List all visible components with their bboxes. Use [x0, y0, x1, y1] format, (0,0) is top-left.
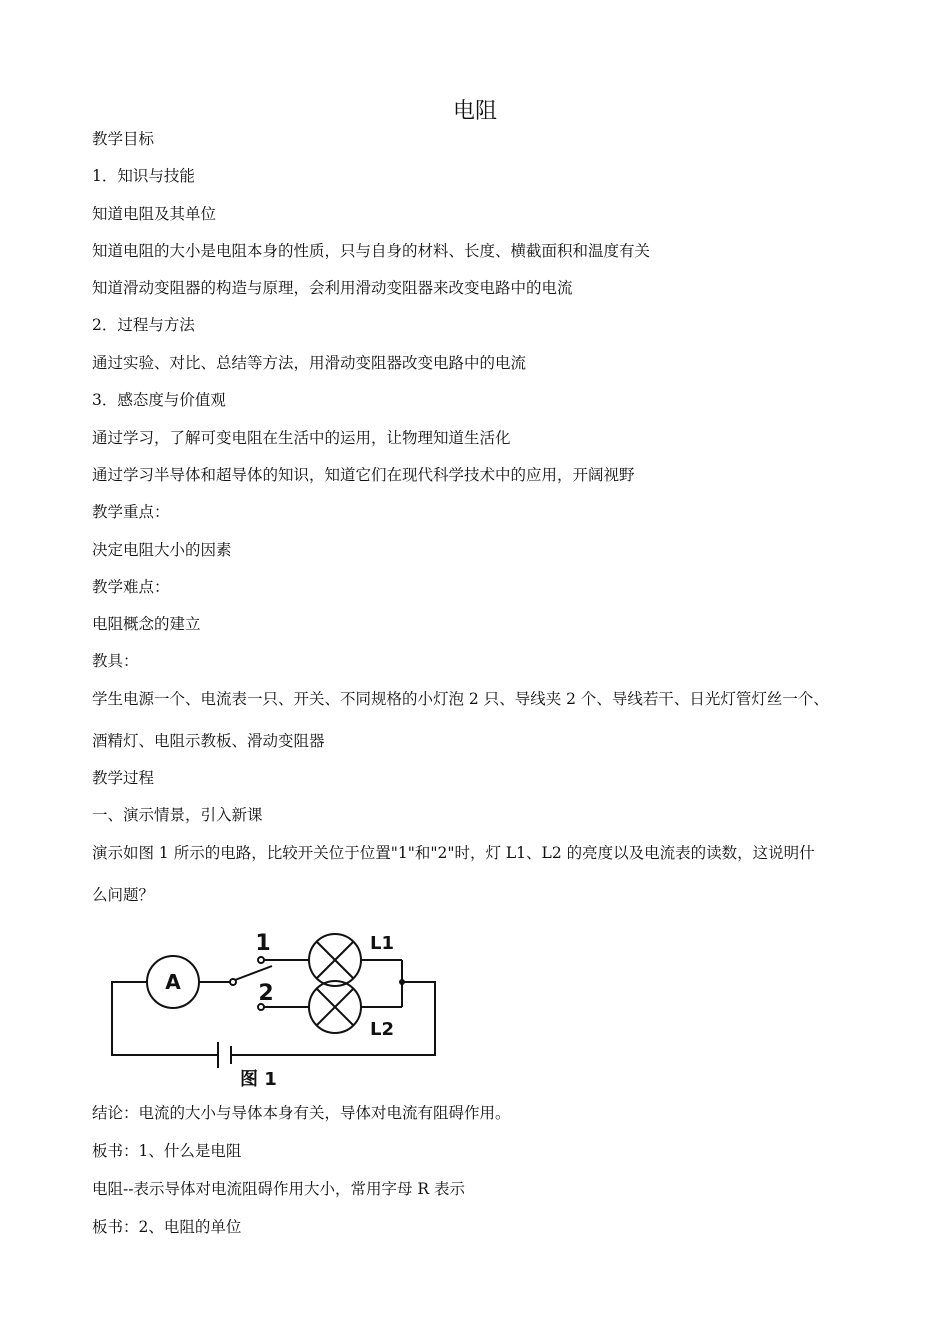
heading-teaching-goals: 教学目标 — [92, 130, 155, 148]
difficult-point-item: 电阻概念的建立 — [92, 615, 201, 633]
demo-paragraph-line-2: 么问题？ — [92, 886, 155, 904]
heading-difficult-points: 教学难点： — [92, 578, 170, 596]
position-1-label: 1 — [255, 931, 271, 956]
key-point-item: 决定电阻大小的因素 — [92, 541, 232, 559]
goal-3-item-1: 通过学习，了解可变电阻在生活中的运用，让物理知道生活化 — [92, 429, 511, 447]
goal-2-item-1: 通过实验、对比、总结等方法，用滑动变阻器改变电路中的电流 — [92, 354, 527, 372]
circuit-diagram — [100, 925, 450, 1095]
goal-1-item-3: 知道滑动变阻器的构造与原理，会利用滑动变阻器来改变电路中的电流 — [92, 279, 573, 297]
document-title: 电阻 — [452, 99, 497, 124]
goal-2-heading: 2．过程与方法 — [92, 316, 195, 334]
goal-3-heading: 3．感态度与价值观 — [92, 391, 226, 409]
contact-1 — [258, 957, 264, 963]
circuit-figure — [100, 925, 450, 1095]
section-1-heading: 一、演示情景，引入新课 — [92, 806, 263, 824]
lamp-1-label: L1 — [370, 933, 394, 954]
conclusion-line: 结论：电流的大小与导体本身有关，导体对电流有阻碍作用。 — [92, 1104, 511, 1122]
demo-paragraph-line-1: 演示如图 1 所示的电路，比较开关位于位置"1"和"2"时，灯 L1、L2 的亮度以及电流表的读数，这说明什 — [92, 844, 815, 862]
figure-caption: 图 1 — [240, 1069, 277, 1090]
goal-1-item-2: 知道电阻的大小是电阻本身的性质，只与自身的材料、长度、横截面积和温度有关 — [92, 242, 651, 260]
board-note-2: 板书：2、电阻的单位 — [92, 1218, 242, 1236]
ammeter-label: A — [165, 970, 181, 994]
equipment-line-2: 酒精灯、电阻示教板、滑动变阻器 — [92, 732, 325, 750]
lamp-2-label: L2 — [370, 1019, 394, 1040]
goal-1-heading: 1．知识与技能 — [92, 167, 195, 185]
heading-teaching-process: 教学过程 — [92, 769, 155, 787]
goal-1-item-1: 知道电阻及其单位 — [92, 205, 217, 223]
equipment-line-1: 学生电源一个、电流表一只、开关、不同规格的小灯泡 2 只、导线夹 2 个、导线若干、日光灯管灯丝一个、 — [92, 690, 829, 708]
junction-dot — [399, 979, 405, 985]
heading-key-points: 教学重点： — [92, 503, 170, 521]
board-note-1: 板书：1、什么是电阻 — [92, 1142, 242, 1160]
switch-lever — [235, 966, 272, 980]
heading-equipment: 教具： — [92, 652, 139, 670]
resistance-definition: 电阻--表示导体对电流阻碍作用大小，常用字母 R 表示 — [92, 1180, 466, 1198]
position-2-label: 2 — [258, 981, 274, 1006]
goal-3-item-2: 通过学习半导体和超导体的知识，知道它们在现代科学技术中的应用，开阔视野 — [92, 466, 635, 484]
